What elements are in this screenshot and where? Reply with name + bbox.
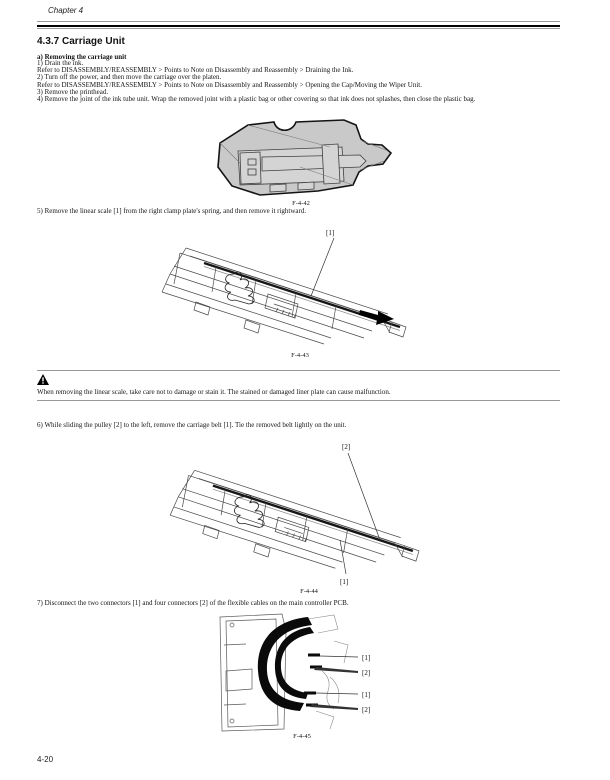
figure-f-4-42 — [210, 117, 392, 197]
chassis-drawing — [162, 248, 406, 344]
part-label-1: [1] — [326, 229, 335, 237]
leader-line-2 — [348, 453, 380, 540]
warning-text: When removing the linear scale, take care not to damage or stain it. The stained or damaged liner plate can cause malfunction. — [37, 388, 391, 396]
figure-f-4-43 — [154, 224, 446, 350]
procedure-subtitle: a) Removing the carriage unit — [37, 53, 127, 61]
step-line: Refer to DISASSEMBLY/REASSEMBLY > Points to Note on Disassembly and Reassembly > Draining the Ink. — [37, 66, 354, 75]
section-title: 4.3.7 Carriage Unit — [37, 36, 125, 47]
part-label-2: [2] — [362, 706, 371, 714]
header-divider-thin-2 — [37, 28, 560, 29]
step-7: 7) Disconnect the two connectors [1] and four connectors [2] of the flexible cables on the main controller PCB. — [37, 599, 349, 607]
step-line: 3) Remove the printhead. — [37, 87, 109, 96]
part-label-1: [1] — [362, 654, 371, 662]
leader-lines — [310, 656, 358, 710]
step-line: Refer to DISASSEMBLY/REASSEMBLY > Points to Note on Disassembly and Reassembly > Opening the Cap/Moving the Wiper Unit. — [37, 80, 422, 89]
leader-line-1 — [311, 238, 334, 296]
part-label-1: [1] — [340, 578, 349, 586]
procedure-steps — [37, 60, 577, 103]
warning-divider-top — [37, 370, 560, 371]
figure-caption: F-4-44 — [300, 588, 318, 595]
page-number: 4-20 — [37, 755, 54, 764]
figure-f-4-44 — [158, 438, 460, 586]
flexible-cable-band — [258, 617, 322, 711]
step-5: 5) Remove the linear scale [1] from the right clamp plate's spring, and then remove it rightward. — [37, 207, 307, 215]
warning-divider-bottom — [37, 400, 560, 401]
step-line: 4) Remove the joint of the ink tube unit. Wrap the removed joint with a plastic bag or other covering so that ink does not splashes, then close the plastic bag. — [37, 95, 476, 104]
chassis-drawing — [170, 470, 419, 568]
figure-f-4-45 — [212, 611, 392, 733]
background-parts — [308, 615, 348, 729]
part-label-2: [2] — [362, 669, 371, 677]
figure-caption: F-4-43 — [291, 352, 309, 359]
figure-caption: F-4-42 — [292, 200, 310, 207]
part-label-2: [2] — [342, 443, 351, 451]
header-divider-thin — [37, 21, 560, 22]
header-divider-thick — [37, 25, 560, 27]
step-line: 1) Drain the ink. — [37, 59, 84, 67]
figure-caption: F-4-45 — [293, 733, 311, 740]
step-line: 2) Turn off the power, and then move the carriage over the platen. — [37, 73, 222, 82]
step-6: 6) While sliding the pulley [2] to the left, remove the carriage belt [1]. Tie the removed belt lightly on the unit. — [37, 421, 347, 429]
part-label-1: [1] — [362, 691, 371, 699]
warning-icon — [37, 374, 49, 385]
chapter-header: Chapter 4 — [48, 6, 84, 15]
